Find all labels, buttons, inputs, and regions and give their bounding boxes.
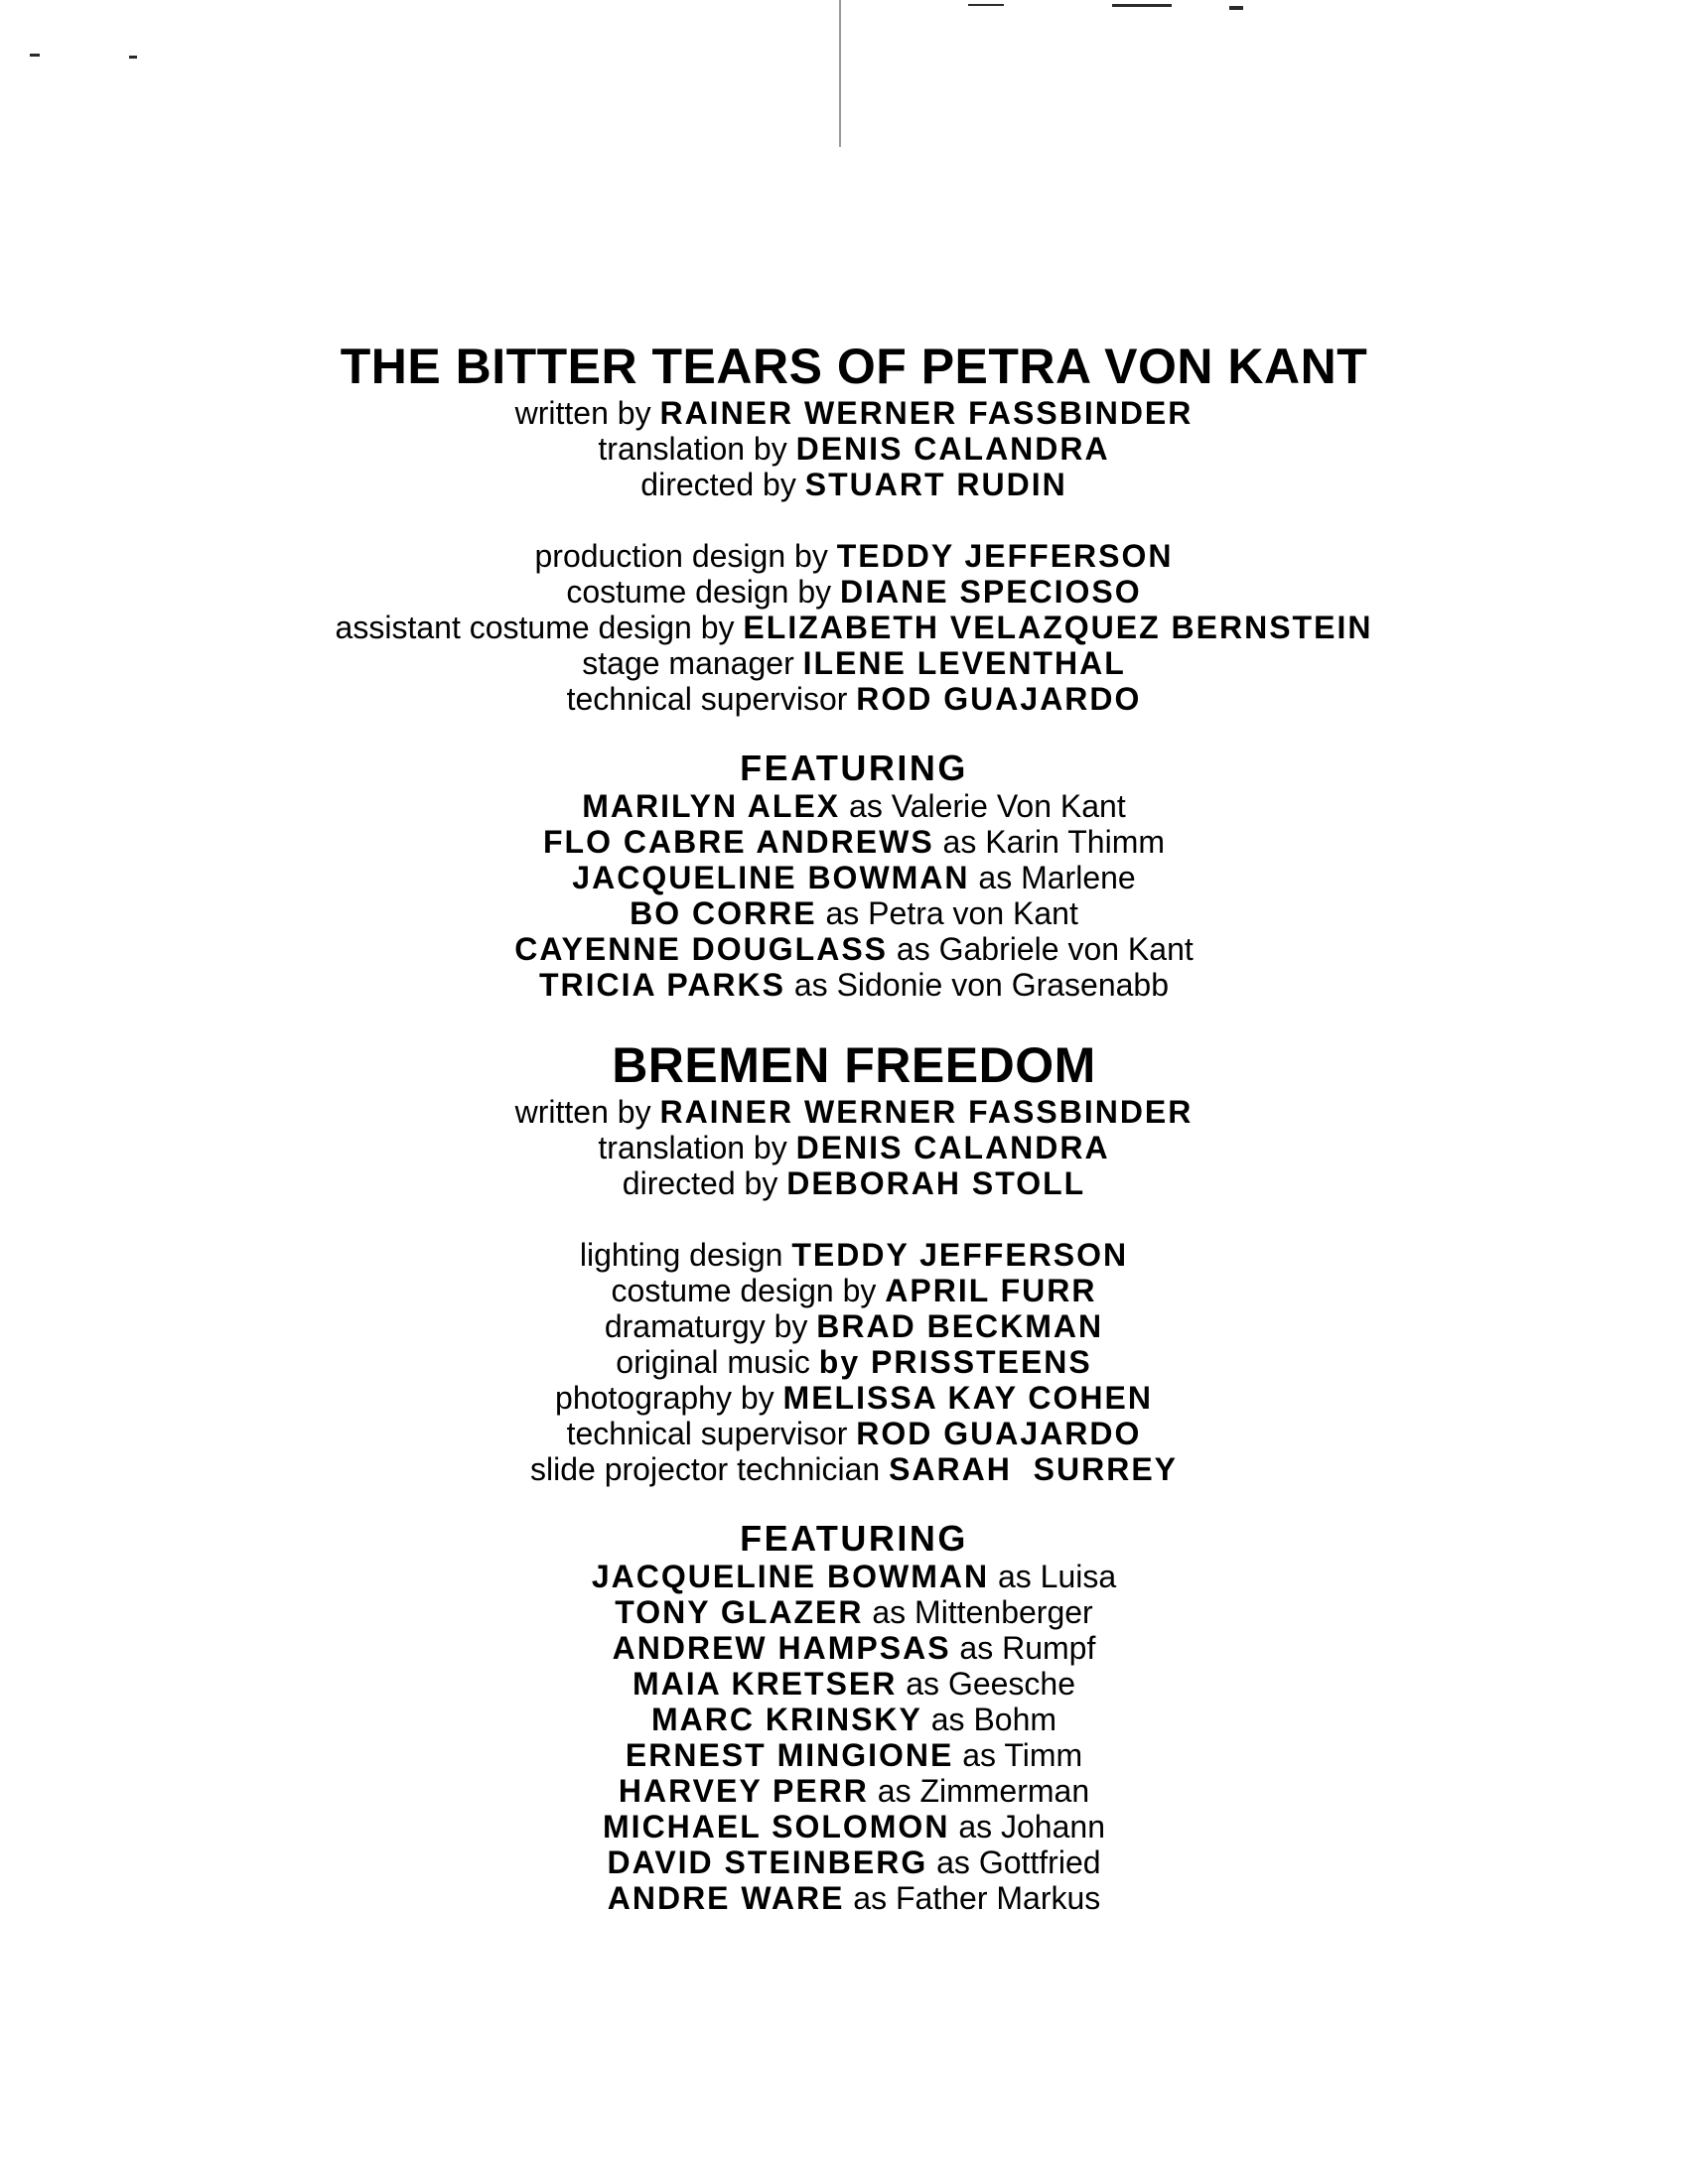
cast-actor: MICHAEL SOLOMON [603, 1809, 950, 1844]
cast-role: as Bohm [930, 1702, 1057, 1737]
scan-speck [129, 56, 137, 59]
credit-line-translation [0, 431, 1688, 467]
cast-line [0, 788, 1688, 824]
crew-line [0, 1344, 1688, 1380]
crew-line [0, 574, 1688, 610]
crew-label: assistant costume design by [335, 610, 735, 645]
crew-label: stage manager [582, 645, 794, 681]
cast-actor: MAIA KRETSER [632, 1666, 898, 1702]
credit-label: directed by [640, 467, 796, 502]
credit-label: written by [514, 395, 651, 431]
scan-fold-line [839, 0, 841, 147]
cast-actor: DAVID STEINBERG [607, 1844, 928, 1880]
cast-role: as Sidonie von Grasenabb [793, 967, 1170, 1003]
cast-line [0, 931, 1688, 967]
crew-line [0, 681, 1688, 717]
play-title: BREMEN FREEDOM [612, 1037, 1096, 1093]
credit-name: STUART RUDIN [804, 467, 1067, 502]
cast-line [0, 1809, 1688, 1844]
crew-name: TEDDY JEFFERSON [836, 538, 1174, 574]
crew-name: MELISSA KAY COHEN [782, 1380, 1153, 1416]
cast-line [0, 1666, 1688, 1702]
crew-line [0, 1237, 1688, 1273]
crew-label: costume design by [611, 1273, 877, 1308]
cast-line [0, 1630, 1688, 1666]
cast-actor: JACQUELINE BOWMAN [572, 860, 970, 895]
crew-name: TEDDY JEFFERSON [791, 1237, 1129, 1273]
scan-smudge [1112, 4, 1172, 7]
cast-role: as Gabriele von Kant [896, 931, 1194, 967]
crew-label: costume design by [566, 574, 832, 610]
cast-actor: CAYENNE DOUGLASS [514, 931, 889, 967]
crew-name: SARAH SURREY [889, 1451, 1178, 1487]
crew-label: lighting design [579, 1237, 783, 1273]
cast-line [0, 1844, 1688, 1880]
spacer [0, 717, 1688, 749]
crew-name: ROD GUAJARDO [856, 681, 1142, 717]
cast-actor: BO CORRE [630, 895, 817, 931]
crew-label: slide projector technician [530, 1451, 881, 1487]
spacer [0, 502, 1688, 538]
cast-line [0, 895, 1688, 931]
featuring-heading: FEATURING [740, 748, 968, 788]
scan-smudge [1229, 6, 1243, 10]
production-petra-von-kant [0, 341, 1688, 1003]
cast-actor: HARVEY PERR [618, 1773, 869, 1809]
cast-actor: FLO CABRE ANDREWS [542, 824, 934, 860]
cast-role: as Timm [962, 1737, 1083, 1773]
cast-line [0, 967, 1688, 1003]
credit-label: directed by [622, 1165, 778, 1201]
cast-role: as Valerie Von Kant [849, 788, 1126, 824]
cast-line [0, 1702, 1688, 1737]
crew-line [0, 538, 1688, 574]
featuring-heading: FEATURING [740, 1518, 968, 1559]
credit-label: translation by [598, 1130, 787, 1165]
crew-line [0, 645, 1688, 681]
cast-role: as Rumpf [959, 1630, 1096, 1666]
cast-actor: ANDRE WARE [607, 1880, 845, 1916]
credit-line-directed [0, 467, 1688, 502]
cast-role: as Marlene [978, 860, 1136, 895]
crew-line [0, 1380, 1688, 1416]
cast-role: as Zimmerman [877, 1773, 1090, 1809]
credit-label: written by [514, 1094, 651, 1130]
cast-line [0, 860, 1688, 895]
crew-label: original music [616, 1344, 810, 1380]
crew-line [0, 1273, 1688, 1308]
credit-name: RAINER WERNER FASSBINDER [659, 395, 1194, 431]
cast-actor: MARILYN ALEX [582, 788, 841, 824]
credit-label: translation by [598, 431, 787, 467]
spacer [0, 1487, 1688, 1519]
crew-name: BRAD BECKMAN [816, 1308, 1104, 1344]
credit-name: DENIS CALANDRA [795, 431, 1110, 467]
crew-label: technical supervisor [566, 1416, 848, 1451]
cast-line [0, 1773, 1688, 1809]
credit-line-written [0, 1094, 1688, 1130]
credit-name: DENIS CALANDRA [795, 1130, 1110, 1165]
credit-line-written [0, 395, 1688, 431]
cast-line [0, 1559, 1688, 1594]
crew-label: technical supervisor [566, 681, 848, 717]
crew-name: by PRISSTEENS [818, 1344, 1092, 1380]
crew-line [0, 610, 1688, 645]
cast-role: as Karin Thimm [942, 824, 1166, 860]
crew-name: APRIL FURR [885, 1273, 1097, 1308]
crew-label: production design by [534, 538, 828, 574]
cast-line [0, 1594, 1688, 1630]
cast-line [0, 824, 1688, 860]
cast-role: as Luisa [997, 1559, 1117, 1594]
cast-actor: TONY GLAZER [615, 1594, 864, 1630]
cast-role: as Johann [958, 1809, 1105, 1844]
crew-label: photography by [555, 1380, 774, 1416]
crew-name: DIANE SPECIOSO [840, 574, 1142, 610]
crew-name: ROD GUAJARDO [856, 1416, 1142, 1451]
cast-role: as Father Markus [853, 1880, 1101, 1916]
cast-role: as Mittenberger [872, 1594, 1093, 1630]
cast-role: as Petra von Kant [825, 895, 1078, 931]
spacer [0, 1201, 1688, 1237]
credit-name: RAINER WERNER FASSBINDER [659, 1094, 1194, 1130]
cast-line [0, 1880, 1688, 1916]
crew-line [0, 1416, 1688, 1451]
cast-actor: MARC KRINSKY [650, 1702, 922, 1737]
cast-line [0, 1737, 1688, 1773]
play-title: THE BITTER TEARS OF PETRA VON KANT [340, 339, 1368, 394]
crew-line [0, 1308, 1688, 1344]
credit-name: DEBORAH STOLL [786, 1165, 1086, 1201]
cast-actor: JACQUELINE BOWMAN [591, 1559, 990, 1594]
credit-line-directed [0, 1165, 1688, 1201]
cast-role: as Geesche [906, 1666, 1076, 1702]
crew-label: dramaturgy by [604, 1308, 808, 1344]
crew-name: ELIZABETH VELAZQUEZ BERNSTEIN [743, 610, 1373, 645]
cast-actor: ANDREW HAMPSAS [612, 1630, 951, 1666]
cast-actor: TRICIA PARKS [538, 967, 785, 1003]
credit-line-translation [0, 1130, 1688, 1165]
production-bremen-freedom [0, 1037, 1688, 1916]
crew-line [0, 1451, 1688, 1487]
crew-name: ILENE LEVENTHAL [802, 645, 1126, 681]
cast-actor: ERNEST MINGIONE [625, 1737, 954, 1773]
cast-role: as Gottfried [936, 1844, 1101, 1880]
scan-speck [30, 54, 40, 57]
scan-smudge [968, 4, 1004, 6]
